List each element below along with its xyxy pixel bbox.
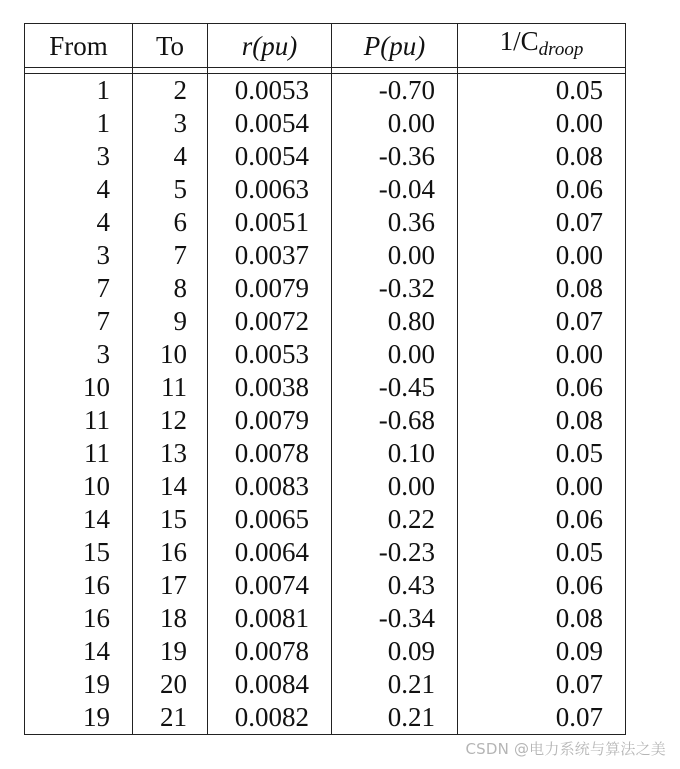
cell-resistance: 0.0082 bbox=[208, 701, 332, 735]
cell-power: -0.70 bbox=[332, 74, 458, 108]
cell-droop: 0.06 bbox=[458, 371, 626, 404]
table-row bbox=[25, 239, 626, 272]
cell-from: 16 bbox=[25, 602, 133, 635]
cell-power: 0.36 bbox=[332, 206, 458, 239]
cell-power: -0.34 bbox=[332, 602, 458, 635]
cell-droop: 0.07 bbox=[458, 668, 626, 701]
cell-power: -0.23 bbox=[332, 536, 458, 569]
cell-power: 0.80 bbox=[332, 305, 458, 338]
table-row bbox=[25, 173, 626, 206]
cell-resistance: 0.0081 bbox=[208, 602, 332, 635]
line-data-table-container bbox=[24, 23, 625, 735]
cell-to: 18 bbox=[133, 602, 208, 635]
cell-droop: 0.06 bbox=[458, 503, 626, 536]
cell-to: 9 bbox=[133, 305, 208, 338]
cell-droop: 0.05 bbox=[458, 536, 626, 569]
table-row bbox=[25, 140, 626, 173]
table-row bbox=[25, 206, 626, 239]
header-row bbox=[25, 24, 626, 68]
cell-resistance: 0.0078 bbox=[208, 635, 332, 668]
cell-from: 1 bbox=[25, 74, 133, 108]
cell-power: 0.00 bbox=[332, 470, 458, 503]
header-from: From bbox=[25, 24, 133, 68]
header-droop-subscript: droop bbox=[538, 39, 584, 60]
cell-to: 20 bbox=[133, 668, 208, 701]
cell-to: 8 bbox=[133, 272, 208, 305]
cell-resistance: 0.0079 bbox=[208, 272, 332, 305]
cell-from: 11 bbox=[25, 437, 133, 470]
cell-to: 2 bbox=[133, 74, 208, 108]
cell-resistance: 0.0079 bbox=[208, 404, 332, 437]
cell-power: 0.43 bbox=[332, 569, 458, 602]
table-row bbox=[25, 272, 626, 305]
cell-to: 15 bbox=[133, 503, 208, 536]
cell-to: 13 bbox=[133, 437, 208, 470]
header-droop-prefix: 1/C bbox=[499, 26, 539, 56]
table-row bbox=[25, 536, 626, 569]
cell-resistance: 0.0065 bbox=[208, 503, 332, 536]
cell-to: 5 bbox=[133, 173, 208, 206]
cell-power: 0.00 bbox=[332, 338, 458, 371]
cell-power: 0.00 bbox=[332, 239, 458, 272]
table-header bbox=[25, 24, 626, 68]
cell-droop: 0.05 bbox=[458, 437, 626, 470]
cell-power: 0.21 bbox=[332, 701, 458, 735]
cell-resistance: 0.0038 bbox=[208, 371, 332, 404]
cell-to: 11 bbox=[133, 371, 208, 404]
cell-from: 19 bbox=[25, 701, 133, 735]
cell-droop: 0.06 bbox=[458, 569, 626, 602]
cell-from: 10 bbox=[25, 470, 133, 503]
cell-droop: 0.08 bbox=[458, 404, 626, 437]
cell-droop: 0.08 bbox=[458, 272, 626, 305]
cell-power: 0.10 bbox=[332, 437, 458, 470]
cell-from: 4 bbox=[25, 173, 133, 206]
cell-droop: 0.00 bbox=[458, 470, 626, 503]
cell-to: 17 bbox=[133, 569, 208, 602]
cell-from: 11 bbox=[25, 404, 133, 437]
cell-power: -0.45 bbox=[332, 371, 458, 404]
cell-droop: 0.00 bbox=[458, 239, 626, 272]
cell-from: 14 bbox=[25, 635, 133, 668]
cell-from: 1 bbox=[25, 107, 133, 140]
cell-power: 0.21 bbox=[332, 668, 458, 701]
cell-droop: 0.07 bbox=[458, 305, 626, 338]
cell-from: 16 bbox=[25, 569, 133, 602]
cell-power: -0.32 bbox=[332, 272, 458, 305]
table-row bbox=[25, 701, 626, 735]
watermark-text: CSDN @电力系统与算法之美 bbox=[465, 740, 666, 758]
table-row bbox=[25, 437, 626, 470]
cell-power: 0.09 bbox=[332, 635, 458, 668]
cell-from: 7 bbox=[25, 272, 133, 305]
cell-droop: 0.00 bbox=[458, 338, 626, 371]
cell-from: 3 bbox=[25, 140, 133, 173]
cell-droop: 0.06 bbox=[458, 173, 626, 206]
line-data-table bbox=[24, 23, 626, 735]
header-power: P(pu) bbox=[332, 24, 458, 68]
cell-to: 10 bbox=[133, 338, 208, 371]
cell-droop: 0.08 bbox=[458, 140, 626, 173]
table-row bbox=[25, 338, 626, 371]
cell-to: 21 bbox=[133, 701, 208, 735]
cell-resistance: 0.0037 bbox=[208, 239, 332, 272]
cell-from: 7 bbox=[25, 305, 133, 338]
cell-to: 19 bbox=[133, 635, 208, 668]
cell-droop: 0.00 bbox=[458, 107, 626, 140]
cell-resistance: 0.0053 bbox=[208, 338, 332, 371]
header-to: To bbox=[133, 24, 208, 68]
cell-from: 4 bbox=[25, 206, 133, 239]
cell-to: 3 bbox=[133, 107, 208, 140]
table-row bbox=[25, 305, 626, 338]
cell-droop: 0.09 bbox=[458, 635, 626, 668]
table-row bbox=[25, 371, 626, 404]
cell-from: 3 bbox=[25, 239, 133, 272]
table-row bbox=[25, 107, 626, 140]
table-row bbox=[25, 569, 626, 602]
header-droop bbox=[458, 24, 626, 68]
table-row bbox=[25, 74, 626, 108]
cell-droop: 0.07 bbox=[458, 206, 626, 239]
cell-resistance: 0.0072 bbox=[208, 305, 332, 338]
cell-resistance: 0.0051 bbox=[208, 206, 332, 239]
table-row bbox=[25, 602, 626, 635]
cell-resistance: 0.0063 bbox=[208, 173, 332, 206]
cell-resistance: 0.0053 bbox=[208, 74, 332, 108]
cell-power: 0.22 bbox=[332, 503, 458, 536]
table-row bbox=[25, 470, 626, 503]
cell-to: 12 bbox=[133, 404, 208, 437]
cell-resistance: 0.0074 bbox=[208, 569, 332, 602]
header-resistance: r(pu) bbox=[208, 24, 332, 68]
cell-resistance: 0.0054 bbox=[208, 107, 332, 140]
cell-to: 14 bbox=[133, 470, 208, 503]
cell-droop: 0.05 bbox=[458, 74, 626, 108]
cell-resistance: 0.0054 bbox=[208, 140, 332, 173]
cell-from: 14 bbox=[25, 503, 133, 536]
cell-resistance: 0.0084 bbox=[208, 668, 332, 701]
cell-from: 15 bbox=[25, 536, 133, 569]
cell-to: 6 bbox=[133, 206, 208, 239]
cell-to: 4 bbox=[133, 140, 208, 173]
cell-resistance: 0.0064 bbox=[208, 536, 332, 569]
cell-resistance: 0.0078 bbox=[208, 437, 332, 470]
cell-power: -0.68 bbox=[332, 404, 458, 437]
cell-power: -0.04 bbox=[332, 173, 458, 206]
cell-resistance: 0.0083 bbox=[208, 470, 332, 503]
cell-to: 7 bbox=[133, 239, 208, 272]
table-row bbox=[25, 635, 626, 668]
table-row bbox=[25, 404, 626, 437]
cell-power: 0.00 bbox=[332, 107, 458, 140]
cell-from: 3 bbox=[25, 338, 133, 371]
cell-from: 10 bbox=[25, 371, 133, 404]
table-row bbox=[25, 503, 626, 536]
cell-droop: 0.07 bbox=[458, 701, 626, 735]
table-row bbox=[25, 668, 626, 701]
cell-to: 16 bbox=[133, 536, 208, 569]
cell-power: -0.36 bbox=[332, 140, 458, 173]
cell-droop: 0.08 bbox=[458, 602, 626, 635]
cell-from: 19 bbox=[25, 668, 133, 701]
table-body bbox=[25, 68, 626, 735]
